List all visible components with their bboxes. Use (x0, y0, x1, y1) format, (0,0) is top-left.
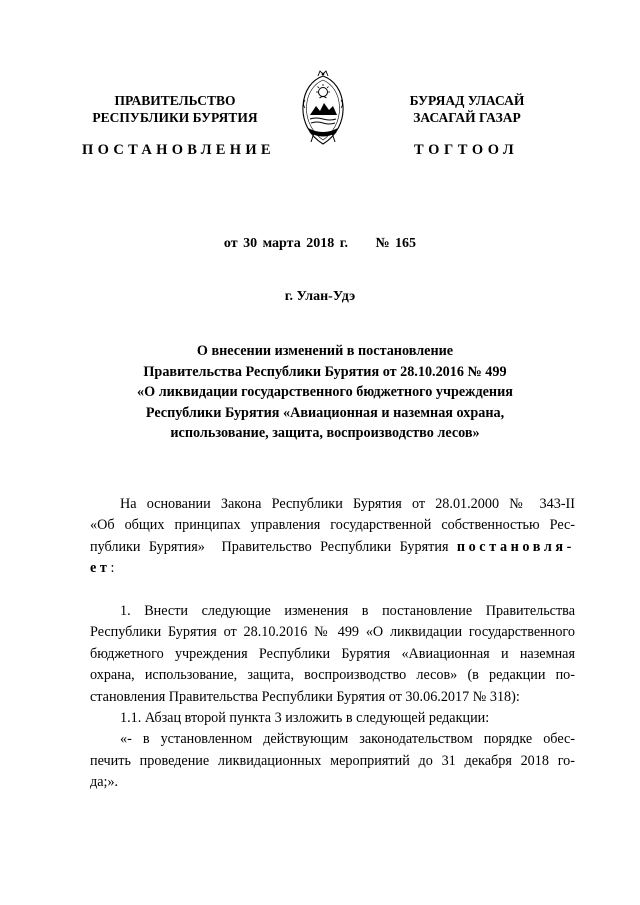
header-right-line2: ЗАСАГАЙ ГАЗАР (413, 110, 521, 125)
preamble-paragraph (90, 494, 575, 580)
decree-keyword: постановля- (456, 538, 575, 555)
quoted-text-line: печить проведение ликвидационных мероприятий до 31 декабря 2018 го- (90, 752, 575, 769)
doc-type-buryat: ТОГТООЛ (414, 142, 519, 158)
paragraph-line (90, 537, 575, 558)
header-right-block (357, 92, 577, 126)
title-line: О внесении изменений в постановление (196, 343, 454, 359)
city-line: г. Улан-Удэ (284, 289, 356, 304)
paragraph-text: публики Бурятия» Правительство Республики Бурятия (90, 538, 457, 555)
title-line: Правительства Республики Бурятия от 28.10.2016 № 499 (143, 363, 507, 380)
title-line: использование, защита, воспроизводство лесов» (170, 425, 480, 441)
quoted-text-line: «- в установленном действующим законодательством порядке обес- (120, 731, 575, 748)
decree-keyword-end: ет (90, 560, 111, 577)
paragraph-line: На основании Закона Республики Бурятия от 28.01.2000 № 343-II (120, 496, 575, 512)
paragraph-line: охрана, использование, защита, воспроизводство лесов» (в редакции по- (90, 667, 575, 684)
paragraph-line: становления Правительства Республики Бурятия от 30.06.2017 № 318): (90, 688, 520, 705)
coat-of-arms-icon (298, 70, 348, 148)
paragraph-line: «Об общих принципах управления государственной собственностью Рес- (90, 517, 575, 534)
paragraph-line: Республики Бурятия от 28.10.2016 № 499 «О ликвидации государственного (90, 624, 575, 641)
paragraph-line: бюджетного учреждения Республики Бурятия «Авиационная и наземная (90, 645, 575, 662)
date-number-line: от 30 марта 2018 г. № 165 (223, 236, 417, 251)
doc-type-russian: ПОСТАНОВЛЕНИЕ (82, 142, 275, 158)
header-left-block (65, 92, 285, 126)
header-left-line2: РЕСПУБЛИКИ БУРЯТИЯ (92, 110, 258, 125)
clause-1-paragraph (90, 601, 575, 794)
paragraph-line: 1. Внести следующие изменения в постановление Правительства (120, 603, 575, 619)
title-line: «О ликвидации государственного бюджетного учреждения (137, 384, 513, 400)
paragraph-text: : (110, 560, 115, 577)
quoted-text-line: да;». (90, 774, 119, 791)
header-left-line1: ПРАВИТЕЛЬСТВО (114, 93, 236, 108)
header-right-line1: БУРЯАД УЛАСАЙ (409, 93, 525, 108)
title-line: Республики Бурятия «Авиационная и наземная охрана, (145, 404, 505, 421)
subclause-line: 1.1. Абзац второй пункта 3 изложить в следующей редакции: (120, 710, 490, 727)
paragraph-line (90, 558, 575, 579)
document-title (80, 341, 570, 444)
